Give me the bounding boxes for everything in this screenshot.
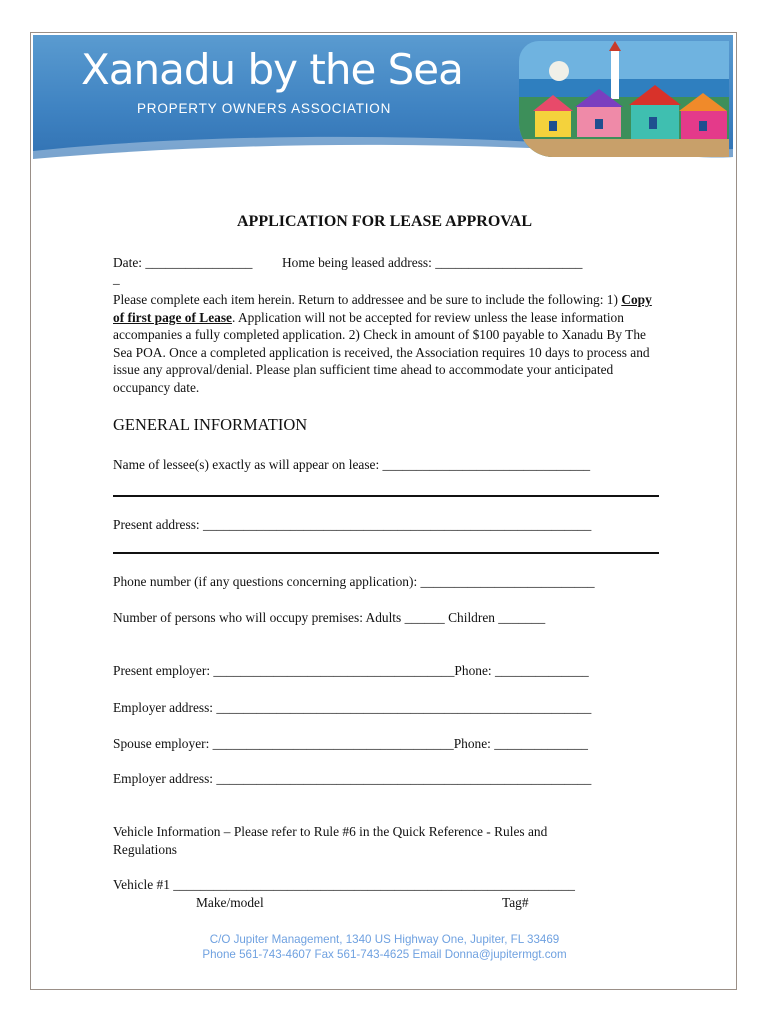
lessee-name-rule xyxy=(113,495,659,497)
spouse-employer-field-line[interactable]: Spouse employer: ____________________________________Phone: ______________ xyxy=(113,736,588,751)
footer-address: C/O Jupiter Management, 1340 US Highway One, Jupiter, FL 33469 xyxy=(209,933,560,946)
present-address-rule xyxy=(113,552,659,554)
form-title: APPLICATION FOR LEASE APPROVAL xyxy=(237,213,532,230)
section-heading-general-information: GENERAL INFORMATION xyxy=(113,415,308,434)
tag-caption: Tag# xyxy=(502,895,529,910)
brand-subtitle: PROPERTY OWNERS ASSOCIATION xyxy=(137,101,392,116)
stray-underscore: _ xyxy=(113,271,120,286)
instructions-text-start: Please complete each item herein. Return to addressee and be sure to include the following: 1) xyxy=(113,292,622,307)
seaside-village-painting xyxy=(519,41,729,157)
footer-contact: Phone 561-743-4607 Fax 561-743-4625 Email Donna@jupitermgt.com xyxy=(202,948,567,961)
vehicle-1-field-line[interactable]: Vehicle #1 ____________________________________________________________ xyxy=(113,877,575,892)
occupants-field-line[interactable]: Number of persons who will occupy premises: Adults ______ Children _______ xyxy=(113,610,546,625)
instructions-emphasis: Copy of first page of Lease xyxy=(113,292,652,325)
make-model-caption: Make/model xyxy=(196,895,264,910)
employer-address-field-line-1[interactable]: Employer address: ________________________________________________________ xyxy=(113,700,592,715)
phone-number-field-line[interactable]: Phone number (if any questions concerning application): __________________________ xyxy=(113,574,595,589)
present-employer-field-line[interactable]: Present employer: ____________________________________Phone: ______________ xyxy=(113,663,589,678)
instructions-paragraph xyxy=(113,291,653,397)
vehicle-info-instructions-1: Vehicle Information – Please refer to Rule #6 in the Quick Reference - Rules and xyxy=(113,824,548,839)
present-address-field-line[interactable]: Present address: __________________________________________________________ xyxy=(113,517,592,532)
brand-logo-text: Xanadu by the Sea xyxy=(81,45,463,94)
home-address-field-line[interactable]: Home being leased address: ______________________ xyxy=(282,255,583,270)
instructions-text-end: . Application will not be accepted for review unless the lease information accompanies a fully completed application. 2) Check in amount of $100 payable to Xanadu By The Sea POA. Once a completed application is received, the Association requires 10 days to process and issue any approval/denial. Please plan sufficient time ahead to accommodate your anticipated occupancy date. xyxy=(113,309,650,395)
document-page xyxy=(30,32,737,990)
header-banner xyxy=(33,35,733,169)
employer-address-field-line-2[interactable]: Employer address: ________________________________________________________ xyxy=(113,771,592,786)
date-field-line[interactable]: Date: ________________ xyxy=(113,255,253,270)
vehicle-info-instructions-2: Regulations xyxy=(113,842,177,857)
lessee-name-field-line[interactable]: Name of lessee(s) exactly as will appear on lease: _______________________________ xyxy=(113,457,591,472)
